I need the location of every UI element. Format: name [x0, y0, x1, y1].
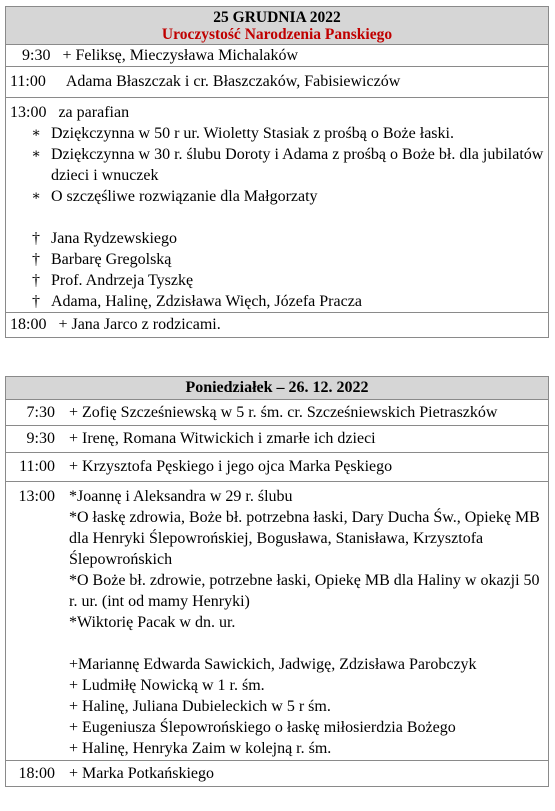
intention-list	[10, 123, 548, 207]
asterisk-icon: ∗	[31, 147, 41, 162]
intention-line: + Halinę, Juliana Dubieleckich w 5 r śm.	[69, 698, 331, 715]
mass-intention: + Irenę, Romana Witwickich i zmarłe ich dzieci	[69, 430, 376, 447]
mass-time: 9:30	[22, 47, 51, 64]
table-row	[6, 45, 548, 66]
intention-line: *O Boże bł. zdrowie, potrzebne łaski, Opiekę MB dla Haliny w okazji 50 r. ur. (int od mamy Henryki)	[69, 572, 540, 610]
table-row	[6, 400, 548, 425]
table-row	[6, 425, 548, 452]
mass-intention: + Marka Potkańskiego	[69, 765, 214, 782]
mass-time: 18:00	[18, 765, 55, 782]
table-row	[6, 66, 548, 97]
header-date: 25 GRUDNIA 2022	[213, 9, 341, 26]
mass-time: 13:00	[10, 104, 47, 121]
list-item: ∗ Dziękczynna w 30 r. ślubu Doroty i Adama z prośbą o Boże bł. dla jubilatów dzieci i wnuczek	[10, 144, 548, 186]
list-item: ∗ Dziękczynna w 50 r ur. Wioletty Stasiak z prośbą o Boże łaski.	[10, 123, 548, 144]
mass-intention: + Krzysztofa Pęskiego i jego ojca Marka Pęskiego	[69, 458, 393, 475]
table-row	[6, 312, 548, 337]
table-row	[6, 481, 548, 760]
table-header: Poniedziałek – 26. 12. 2022	[6, 377, 548, 400]
mass-intention: + Feliksę, Mieczysława Michalaków	[62, 47, 299, 64]
list-item: † Adama, Halinę, Zdzisława Więch, Józefa Pracza	[10, 291, 548, 312]
mass-time: 13:00	[18, 488, 55, 505]
intention-line: *O łaskę zdrowia, Boże bł. potrzebna łaski, Dary Ducha Św., Opiekę MB dla Henryki Ślepowrońskiej, Bogusława, Stanisława, Krzysztofa Ślepowrońskich	[69, 509, 540, 568]
intention-line: + Eugeniusza Ślepowrońskiego o łaskę miłosierdzia Bożego	[69, 719, 456, 736]
mass-time: 18:00	[10, 316, 47, 333]
mass-time: 11:00	[10, 73, 46, 90]
asterisk-icon: ∗	[31, 189, 41, 204]
deceased-list	[10, 228, 548, 312]
table-row	[6, 452, 548, 481]
intention-line: *Joannę i Aleksandra w 29 r. ślubu	[69, 488, 293, 505]
table-header	[6, 7, 548, 45]
intention-line: +Mariannę Edwarda Sawickich, Jadwigę, Zdzisława Parobczyk	[69, 656, 477, 673]
list-item: † Barbarę Gregolską	[10, 249, 548, 270]
mass-intention: + Jana Jarco z rodzicami.	[58, 316, 221, 333]
mass-time: 9:30	[26, 430, 55, 447]
list-item: † Prof. Andrzeja Tyszkę	[10, 270, 548, 291]
cross-icon: †	[32, 251, 40, 268]
cross-icon: †	[32, 230, 40, 247]
cross-icon: †	[32, 293, 40, 310]
intention-line: + Halinę, Henryka Zaim w kolejną r. śm.	[69, 740, 332, 757]
mass-time: 11:00	[19, 458, 55, 475]
list-item: † Jana Rydzewskiego	[10, 228, 548, 249]
mass-time: 7:30	[26, 404, 55, 421]
list-item: ∗ O szczęśliwe rozwiązanie dla Małgorzaty	[10, 186, 548, 207]
intention-line: *Wiktorię Pacak w dn. ur.	[69, 614, 236, 631]
mass-intention-label: za parafian	[58, 104, 130, 121]
intention-line: + Ludmiłę Nowicką w 1 r. śm.	[69, 677, 265, 694]
table-row	[6, 760, 548, 786]
schedule-table-dec-26	[5, 376, 549, 787]
table-row	[6, 97, 548, 312]
asterisk-icon: ∗	[31, 126, 41, 141]
cross-icon: †	[32, 272, 40, 289]
mass-intention: + Zofię Szcześniewską w 5 r. śm. cr. Szcześniewskich Pietraszków	[69, 404, 498, 421]
header-feast: Uroczystość Narodzenia Panskiego	[161, 26, 393, 43]
mass-intention: Adama Błaszczak i cr. Błaszczaków, Fabisiewiczów	[65, 73, 401, 90]
schedule-table-dec-25	[5, 6, 549, 338]
